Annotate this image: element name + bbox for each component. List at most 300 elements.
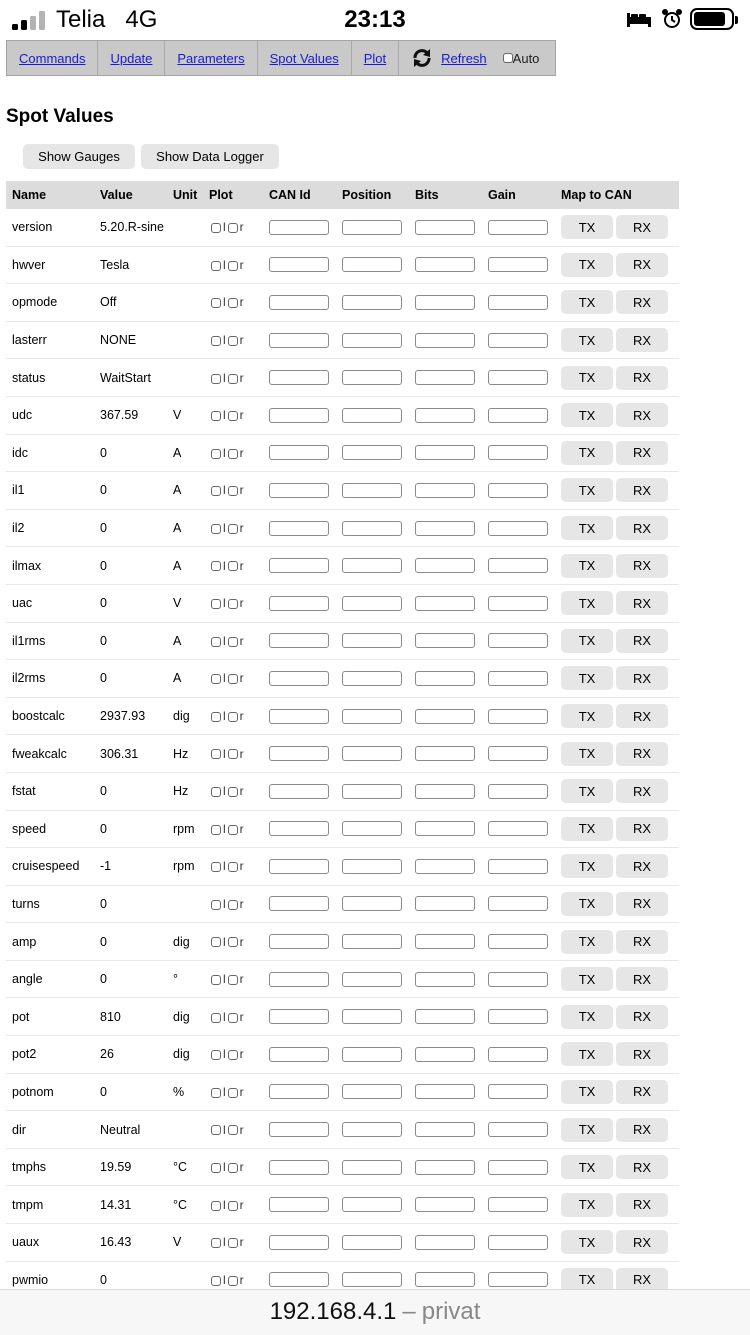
cell-map-to-can	[555, 735, 679, 773]
cell-position	[336, 660, 409, 698]
cell-bits	[409, 509, 482, 547]
cell-can-id	[263, 1073, 336, 1111]
cell-name: cruisespeed	[6, 848, 94, 886]
bits-input[interactable]	[415, 220, 475, 235]
cell-plot	[203, 923, 263, 961]
plot-left-checkbox[interactable]	[211, 561, 221, 571]
rx-button[interactable]: RX	[616, 1005, 668, 1029]
bits-input[interactable]	[415, 370, 475, 385]
tx-button[interactable]: TX	[561, 892, 613, 916]
rx-button[interactable]: RX	[616, 704, 668, 728]
cell-map-to-can	[555, 1224, 679, 1262]
rx-button[interactable]: RX	[616, 930, 668, 954]
can-id-input[interactable]	[269, 709, 329, 724]
gain-input[interactable]	[488, 1235, 548, 1250]
can-id-input[interactable]	[269, 671, 329, 686]
position-input[interactable]	[342, 1047, 402, 1062]
tx-button[interactable]: TX	[561, 478, 613, 502]
tx-button[interactable]: TX	[561, 1042, 613, 1066]
bits-input[interactable]	[415, 859, 475, 874]
gain-input[interactable]	[488, 746, 548, 761]
position-input[interactable]	[342, 370, 402, 385]
plot-right-checkbox[interactable]	[228, 486, 238, 496]
table-row	[6, 509, 679, 547]
can-id-input[interactable]	[269, 257, 329, 272]
tx-button[interactable]: TX	[561, 967, 613, 991]
cell-unit	[167, 246, 203, 284]
can-id-input[interactable]	[269, 1047, 329, 1062]
cell-position	[336, 735, 409, 773]
gain-input[interactable]	[488, 709, 548, 724]
tx-button[interactable]: TX	[561, 817, 613, 841]
plot-left-label: l	[223, 1084, 226, 1099]
plot-left-checkbox[interactable]	[211, 975, 221, 985]
cell-position	[336, 547, 409, 585]
position-input[interactable]	[342, 633, 402, 648]
bits-input[interactable]	[415, 596, 475, 611]
plot-left-checkbox[interactable]	[211, 411, 221, 421]
nav-item-spot-values[interactable]	[258, 41, 352, 75]
plot-right-checkbox[interactable]	[228, 1088, 238, 1098]
plot-right-label: r	[239, 784, 244, 799]
nav-item-commands[interactable]	[7, 41, 98, 75]
url-bar[interactable]	[0, 1289, 750, 1335]
plot-left-checkbox[interactable]	[211, 1201, 221, 1211]
nav-link-spot-values[interactable]: Spot Values	[269, 50, 339, 66]
nav-item-refresh[interactable]	[399, 41, 545, 75]
table-row	[6, 960, 679, 998]
can-id-input[interactable]	[269, 934, 329, 949]
tx-button[interactable]: TX	[561, 591, 613, 615]
can-id-input[interactable]	[269, 1122, 329, 1137]
bits-input[interactable]	[415, 483, 475, 498]
show-data-logger-button[interactable]: Show Data Logger	[141, 144, 279, 169]
position-input[interactable]	[342, 408, 402, 423]
gain-input[interactable]	[488, 1160, 548, 1175]
cell-bits	[409, 885, 482, 923]
tx-button[interactable]: TX	[561, 1230, 613, 1254]
tx-button[interactable]: TX	[561, 666, 613, 690]
position-input[interactable]	[342, 746, 402, 761]
cell-gain	[482, 284, 555, 322]
plot-right-checkbox[interactable]	[228, 825, 238, 835]
position-input[interactable]	[342, 896, 402, 911]
can-id-input[interactable]	[269, 596, 329, 611]
bits-input[interactable]	[415, 671, 475, 686]
position-input[interactable]	[342, 972, 402, 987]
plot-right-checkbox[interactable]	[228, 787, 238, 797]
gain-input[interactable]	[488, 295, 548, 310]
plot-left-checkbox[interactable]	[211, 1013, 221, 1023]
tx-button[interactable]: TX	[561, 366, 613, 390]
position-input[interactable]	[342, 821, 402, 836]
position-input[interactable]	[342, 445, 402, 460]
plot-left-checkbox[interactable]	[211, 1163, 221, 1173]
can-id-input[interactable]	[269, 333, 329, 348]
rx-button[interactable]: RX	[616, 666, 668, 690]
bits-input[interactable]	[415, 445, 475, 460]
rx-button[interactable]: RX	[616, 328, 668, 352]
plot-left-checkbox[interactable]	[211, 599, 221, 609]
plot-left-checkbox[interactable]	[211, 449, 221, 459]
plot-left-label: l	[223, 257, 226, 272]
plot-right-checkbox[interactable]	[228, 712, 238, 722]
bits-input[interactable]	[415, 1272, 475, 1287]
bits-input[interactable]	[415, 1197, 475, 1212]
tx-button[interactable]: TX	[561, 1080, 613, 1104]
plot-left-checkbox[interactable]	[211, 1238, 221, 1248]
gain-input[interactable]	[488, 1084, 548, 1099]
gain-input[interactable]	[488, 220, 548, 235]
plot-right-checkbox[interactable]	[228, 975, 238, 985]
bits-input[interactable]	[415, 558, 475, 573]
bits-input[interactable]	[415, 1009, 475, 1024]
position-input[interactable]	[342, 1122, 402, 1137]
plot-left-checkbox[interactable]	[211, 261, 221, 271]
rx-button[interactable]: RX	[616, 1080, 668, 1104]
cell-can-id	[263, 772, 336, 810]
rx-button[interactable]: RX	[616, 516, 668, 540]
can-id-input[interactable]	[269, 295, 329, 310]
position-input[interactable]	[342, 1235, 402, 1250]
plot-right-checkbox[interactable]	[228, 1201, 238, 1211]
plot-right-checkbox[interactable]	[228, 937, 238, 947]
gain-input[interactable]	[488, 1122, 548, 1137]
position-input[interactable]	[342, 709, 402, 724]
rx-button[interactable]: RX	[616, 1118, 668, 1142]
cell-map-to-can	[555, 772, 679, 810]
plot-right-checkbox[interactable]	[228, 599, 238, 609]
cell-plot	[203, 1148, 263, 1186]
position-input[interactable]	[342, 934, 402, 949]
gain-input[interactable]	[488, 257, 548, 272]
bits-input[interactable]	[415, 1122, 475, 1137]
plot-left-checkbox[interactable]	[211, 674, 221, 684]
tx-button[interactable]: TX	[561, 930, 613, 954]
plot-right-checkbox[interactable]	[228, 1125, 238, 1135]
plot-right-checkbox[interactable]	[228, 411, 238, 421]
rx-button[interactable]: RX	[616, 366, 668, 390]
table-row	[6, 998, 679, 1036]
can-id-input[interactable]	[269, 408, 329, 423]
cell-map-to-can	[555, 209, 679, 246]
tx-button[interactable]: TX	[561, 403, 613, 427]
plot-left-checkbox[interactable]	[211, 1276, 221, 1286]
table-row	[6, 1073, 679, 1111]
bits-input[interactable]	[415, 257, 475, 272]
can-id-input[interactable]	[269, 1160, 329, 1175]
nav-link-commands[interactable]: Commands	[19, 50, 86, 66]
can-id-input[interactable]	[269, 1272, 329, 1287]
nav-item-parameters[interactable]	[165, 41, 257, 75]
rx-button[interactable]: RX	[616, 1042, 668, 1066]
plot-right-checkbox[interactable]	[228, 223, 238, 233]
rx-button[interactable]: RX	[616, 403, 668, 427]
plot-left-checkbox[interactable]	[211, 937, 221, 947]
tx-button[interactable]: TX	[561, 253, 613, 277]
rx-button[interactable]: RX	[616, 629, 668, 653]
tx-button[interactable]: TX	[561, 1268, 613, 1292]
refresh-icon[interactable]	[411, 47, 433, 69]
position-input[interactable]	[342, 784, 402, 799]
plot-right-checkbox[interactable]	[228, 524, 238, 534]
can-id-input[interactable]	[269, 859, 329, 874]
can-id-input[interactable]	[269, 445, 329, 460]
rx-button[interactable]: RX	[616, 967, 668, 991]
cell-name: amp	[6, 923, 94, 961]
bits-input[interactable]	[415, 1235, 475, 1250]
plot-left-checkbox[interactable]	[211, 374, 221, 384]
can-id-input[interactable]	[269, 896, 329, 911]
position-input[interactable]	[342, 1197, 402, 1212]
cell-gain	[482, 735, 555, 773]
nav-link-parameters[interactable]: Parameters	[177, 50, 245, 66]
bits-input[interactable]	[415, 408, 475, 423]
plot-right-checkbox[interactable]	[228, 1238, 238, 1248]
position-input[interactable]	[342, 671, 402, 686]
gain-input[interactable]	[488, 521, 548, 536]
cell-value: 19.59	[94, 1148, 167, 1186]
plot-left-checkbox[interactable]	[211, 637, 221, 647]
position-input[interactable]	[342, 596, 402, 611]
cell-unit: Hz	[167, 772, 203, 810]
gain-input[interactable]	[488, 1197, 548, 1212]
plot-left-label: l	[223, 295, 226, 310]
plot-left-checkbox[interactable]	[211, 524, 221, 534]
rx-button[interactable]: RX	[616, 253, 668, 277]
tx-button[interactable]: TX	[561, 1118, 613, 1142]
position-input[interactable]	[342, 859, 402, 874]
rx-button[interactable]: RX	[616, 215, 668, 239]
bits-input[interactable]	[415, 295, 475, 310]
can-id-input[interactable]	[269, 972, 329, 987]
tx-button[interactable]: TX	[561, 854, 613, 878]
tx-button[interactable]: TX	[561, 290, 613, 314]
plot-left-checkbox[interactable]	[211, 825, 221, 835]
plot-right-checkbox[interactable]	[228, 298, 238, 308]
gain-input[interactable]	[488, 934, 548, 949]
rx-button[interactable]: RX	[616, 817, 668, 841]
bits-input[interactable]	[415, 1047, 475, 1062]
bits-input[interactable]	[415, 1160, 475, 1175]
cell-unit: rpm	[167, 810, 203, 848]
tx-button[interactable]: TX	[561, 742, 613, 766]
can-id-input[interactable]	[269, 558, 329, 573]
rx-button[interactable]: RX	[616, 290, 668, 314]
auto-label: Auto	[512, 50, 540, 66]
gain-input[interactable]	[488, 408, 548, 423]
bits-input[interactable]	[415, 633, 475, 648]
plot-left-checkbox[interactable]	[211, 336, 221, 346]
rx-button[interactable]: RX	[616, 779, 668, 803]
plot-left-label: l	[223, 1160, 226, 1175]
plot-left-checkbox[interactable]	[211, 1050, 221, 1060]
bits-input[interactable]	[415, 896, 475, 911]
can-id-input[interactable]	[269, 633, 329, 648]
carrier-label: Telia 4G	[56, 6, 158, 33]
rx-button[interactable]: RX	[616, 1268, 668, 1292]
position-input[interactable]	[342, 1272, 402, 1287]
rx-button[interactable]: RX	[616, 892, 668, 916]
rx-button[interactable]: RX	[616, 1193, 668, 1217]
bits-input[interactable]	[415, 934, 475, 949]
bits-input[interactable]	[415, 784, 475, 799]
gain-input[interactable]	[488, 370, 548, 385]
cell-gain	[482, 1036, 555, 1074]
position-input[interactable]	[342, 257, 402, 272]
gain-input[interactable]	[488, 596, 548, 611]
tx-button[interactable]: TX	[561, 629, 613, 653]
gain-input[interactable]	[488, 821, 548, 836]
rx-button[interactable]: RX	[616, 1155, 668, 1179]
can-id-input[interactable]	[269, 1084, 329, 1099]
rx-button[interactable]: RX	[616, 478, 668, 502]
tx-button[interactable]: TX	[561, 215, 613, 239]
position-input[interactable]	[342, 295, 402, 310]
can-id-input[interactable]	[269, 821, 329, 836]
nav-item-update[interactable]	[98, 41, 165, 75]
gain-input[interactable]	[488, 859, 548, 874]
plot-right-checkbox[interactable]	[228, 1013, 238, 1023]
bits-input[interactable]	[415, 1084, 475, 1099]
cell-unit: dig	[167, 923, 203, 961]
plot-right-checkbox[interactable]	[228, 674, 238, 684]
tx-button[interactable]: TX	[561, 1193, 613, 1217]
plot-left-checkbox[interactable]	[211, 1125, 221, 1135]
cell-position	[336, 998, 409, 1036]
gain-input[interactable]	[488, 1009, 548, 1024]
cell-plot	[203, 622, 263, 660]
gain-input[interactable]	[488, 1272, 548, 1287]
nav-link-update[interactable]: Update	[110, 50, 153, 66]
plot-right-checkbox[interactable]	[228, 374, 238, 384]
cell-gain	[482, 434, 555, 472]
tx-button[interactable]: TX	[561, 441, 613, 465]
plot-left-checkbox[interactable]	[211, 900, 221, 910]
nav-item-plot[interactable]	[352, 41, 399, 75]
position-input[interactable]	[342, 521, 402, 536]
rx-button[interactable]: RX	[616, 554, 668, 578]
position-input[interactable]	[342, 1084, 402, 1099]
can-id-input[interactable]	[269, 521, 329, 536]
cell-value: 0	[94, 772, 167, 810]
bits-input[interactable]	[415, 521, 475, 536]
plot-right-checkbox[interactable]	[228, 1276, 238, 1286]
plot-left-checkbox[interactable]	[211, 862, 221, 872]
tx-button[interactable]: TX	[561, 1155, 613, 1179]
position-input[interactable]	[342, 558, 402, 573]
plot-right-checkbox[interactable]	[228, 900, 238, 910]
url-address[interactable]: 192.168.4.1	[269, 1298, 397, 1325]
tx-button[interactable]: TX	[561, 779, 613, 803]
cell-bits	[409, 1148, 482, 1186]
rx-button[interactable]: RX	[616, 854, 668, 878]
plot-left-checkbox[interactable]	[211, 223, 221, 233]
plot-right-checkbox[interactable]	[228, 862, 238, 872]
table-row	[6, 246, 679, 284]
can-id-input[interactable]	[269, 746, 329, 761]
header-gain: Gain	[482, 181, 555, 209]
tx-button[interactable]: TX	[561, 1005, 613, 1029]
can-id-input[interactable]	[269, 1197, 329, 1212]
gain-input[interactable]	[488, 784, 548, 799]
plot-left-checkbox[interactable]	[211, 486, 221, 496]
gain-input[interactable]	[488, 1047, 548, 1062]
gain-input[interactable]	[488, 333, 548, 348]
show-gauges-button[interactable]: Show Gauges	[23, 144, 135, 169]
plot-right-checkbox[interactable]	[228, 637, 238, 647]
gain-input[interactable]	[488, 671, 548, 686]
plot-right-checkbox[interactable]	[228, 749, 238, 759]
cell-name: dir	[6, 1111, 94, 1149]
can-id-input[interactable]	[269, 483, 329, 498]
plot-left-checkbox[interactable]	[211, 1088, 221, 1098]
plot-left-checkbox[interactable]	[211, 298, 221, 308]
gain-input[interactable]	[488, 445, 548, 460]
position-input[interactable]	[342, 1009, 402, 1024]
plot-right-checkbox[interactable]	[228, 336, 238, 346]
plot-left-checkbox[interactable]	[211, 749, 221, 759]
nav-link-plot[interactable]: Plot	[363, 50, 387, 66]
cell-position	[336, 321, 409, 359]
position-input[interactable]	[342, 1160, 402, 1175]
bits-input[interactable]	[415, 746, 475, 761]
cell-name: hwver	[6, 246, 94, 284]
cell-unit: A	[167, 472, 203, 510]
bits-input[interactable]	[415, 709, 475, 724]
plot-right-checkbox[interactable]	[228, 261, 238, 271]
plot-left-checkbox[interactable]	[211, 712, 221, 722]
position-input[interactable]	[342, 333, 402, 348]
can-id-input[interactable]	[269, 1235, 329, 1250]
gain-input[interactable]	[488, 483, 548, 498]
can-id-input[interactable]	[269, 370, 329, 385]
plot-right-checkbox[interactable]	[228, 1163, 238, 1173]
plot-right-checkbox[interactable]	[228, 1050, 238, 1060]
rx-button[interactable]: RX	[616, 742, 668, 766]
bits-input[interactable]	[415, 972, 475, 987]
bits-input[interactable]	[415, 821, 475, 836]
plot-right-label: r	[239, 1235, 244, 1250]
rx-button[interactable]: RX	[616, 441, 668, 465]
cell-gain	[482, 584, 555, 622]
bits-input[interactable]	[415, 333, 475, 348]
gain-input[interactable]	[488, 558, 548, 573]
can-id-input[interactable]	[269, 784, 329, 799]
gain-input[interactable]	[488, 633, 548, 648]
can-id-input[interactable]	[269, 1009, 329, 1024]
tx-button[interactable]: TX	[561, 704, 613, 728]
tx-button[interactable]: TX	[561, 516, 613, 540]
tx-button[interactable]: TX	[561, 328, 613, 352]
position-input[interactable]	[342, 220, 402, 235]
gain-input[interactable]	[488, 896, 548, 911]
auto-toggle[interactable]	[503, 51, 540, 66]
gain-input[interactable]	[488, 972, 548, 987]
plot-left-checkbox[interactable]	[211, 787, 221, 797]
position-input[interactable]	[342, 483, 402, 498]
cell-value: 367.59	[94, 396, 167, 434]
plot-right-checkbox[interactable]	[228, 561, 238, 571]
plot-left-label: l	[223, 333, 226, 348]
auto-checkbox[interactable]	[503, 53, 513, 63]
tx-button[interactable]: TX	[561, 554, 613, 578]
can-id-input[interactable]	[269, 220, 329, 235]
rx-button[interactable]: RX	[616, 1230, 668, 1254]
rx-button[interactable]: RX	[616, 591, 668, 615]
plot-right-checkbox[interactable]	[228, 449, 238, 459]
refresh-link[interactable]: Refresh	[441, 50, 487, 66]
